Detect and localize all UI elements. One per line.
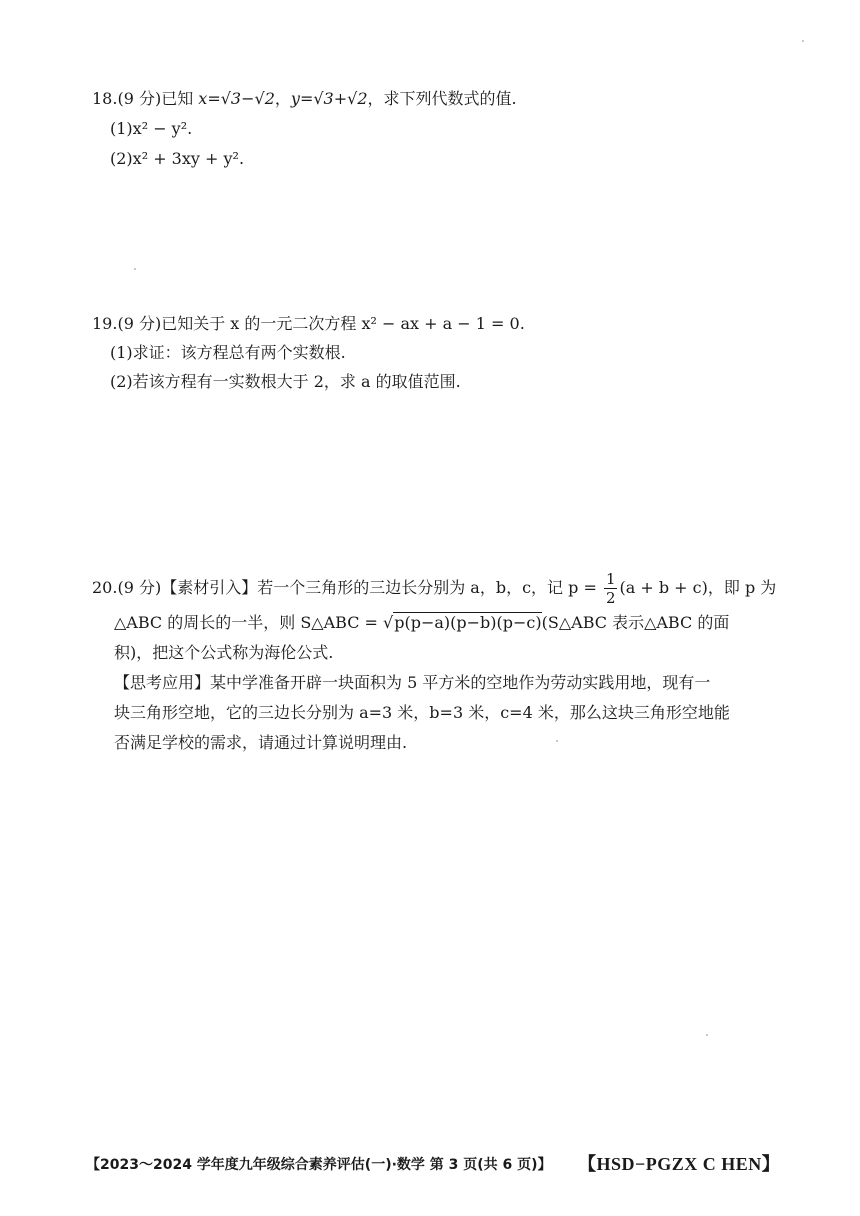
q20-line1-prefix: 20.(9 分)【素材引入】若一个三角形的三边长分别为 a，b，c，记 p = [92, 578, 602, 597]
sqrt-sign: √ [383, 613, 394, 632]
q18-x-expression: x=√3−√2 [198, 89, 275, 108]
q20-line2-suffix: (S△ABC 表示△ABC 的面 [541, 613, 730, 632]
question-20-line-1 [92, 570, 776, 607]
question-19-part-2: (2)若该方程有一实数根大于 2，求 a 的取值范围. [110, 372, 461, 391]
half-fraction [604, 570, 618, 607]
question-19-part-1: (1)求证：该方程总有两个实数根. [110, 343, 346, 362]
question-19-header: 19.(9 分)已知关于 x 的一元二次方程 x² − ax + a − 1 = 0. [92, 314, 525, 333]
scan-speck [802, 40, 804, 42]
scan-speck [706, 1034, 708, 1036]
fraction-denominator: 2 [605, 589, 616, 607]
scan-speck [556, 740, 558, 742]
question-20-line-3: 积)，把这个公式称为海伦公式. [114, 643, 334, 662]
footer-page-info: 【2023～2024 学年度九年级综合素养评估(一)·数学 第 3 页(共 6 页)】 [86, 1157, 552, 1173]
q20-line2-prefix: △ABC 的周长的一半，则 S△ABC = [114, 613, 384, 632]
heron-radicand: p(p−a)(p−b)(p−c) [394, 613, 542, 632]
footer-code: 【HSD−PGZX C HEN】 [578, 1154, 781, 1174]
q18-suffix: ，求下列代数式的值. [367, 89, 517, 108]
question-20-line-2 [114, 612, 729, 634]
scan-speck [134, 268, 136, 270]
question-18-part-2: (2)x² + 3xy + y². [110, 149, 245, 168]
fraction-numerator: 1 [605, 570, 616, 588]
question-18-header [92, 88, 517, 110]
question-20-line-6: 否满足学校的需求，请通过计算说明理由. [114, 733, 408, 752]
question-20-line-5: 块三角形空地，它的三边长分别为 a=3 米，b=3 米，c=4 米，那么这块三角形空地能 [114, 703, 730, 722]
q20-line1-suffix: (a + b + c)，即 p 为 [619, 578, 777, 597]
q18-prefix: 18.(9 分)已知 [92, 89, 199, 108]
q18-y-expression: y=√3+√2 [290, 89, 368, 108]
q18-separator: ， [274, 89, 291, 108]
question-18-part-1: (1)x² − y². [110, 119, 193, 138]
question-20-line-4: 【思考应用】某中学准备开辟一块面积为 5 平方米的空地作为劳动实践用地，现有一 [114, 673, 711, 692]
